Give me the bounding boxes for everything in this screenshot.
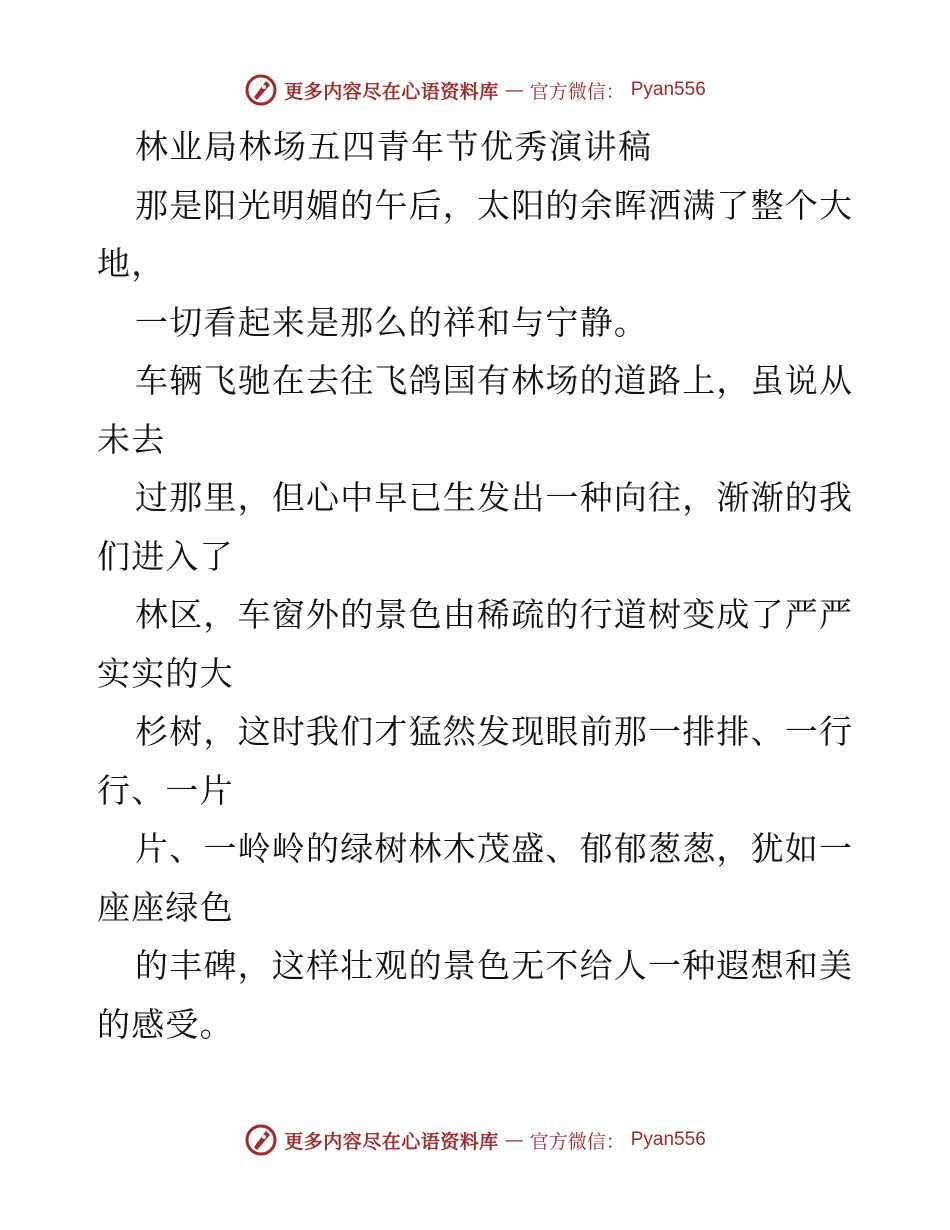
paragraph-line: 片、一岭岭的绿树林木茂盛、郁郁葱葱，犹如一 xyxy=(135,829,854,868)
document-title: 林业局林场五四青年节优秀演讲稿 xyxy=(135,127,653,166)
watermark-separator: — xyxy=(504,1129,524,1151)
paragraph-line: 座座绿色 xyxy=(97,887,234,927)
pen-nib-circle-icon xyxy=(244,1123,278,1157)
paragraph-line: 们进入了 xyxy=(97,536,234,576)
paragraph-line: 那是阳光明媚的午后，太阳的余晖洒满了整个大 xyxy=(135,185,854,225)
paragraph-line: 车辆飞驰在去往飞鸽国有林场的道路上，虽说从 xyxy=(135,361,854,400)
paragraph-line: 过那里，但心中早已生发出一种向往，渐渐的我 xyxy=(135,478,854,517)
paragraph-line: 一切看起来是那么的祥和与宁静。 xyxy=(135,302,648,342)
watermark-separator: — xyxy=(504,79,524,101)
paragraph-line: 林区，车窗外的景色由稀疏的行道树变成了严严 xyxy=(135,595,854,634)
paragraph-line: 地， xyxy=(97,244,166,283)
paragraph-line: 未去 xyxy=(97,419,166,459)
document-body xyxy=(97,118,857,1054)
watermark-wechat-id: Pyan556 xyxy=(630,1129,706,1150)
paragraph-line: 的感受。 xyxy=(97,1004,234,1044)
watermark-wechat-id: Pyan556 xyxy=(630,79,706,100)
paragraph-line: 杉树，这时我们才猛然发现眼前那一排排、一行 xyxy=(135,712,854,751)
pen-nib-circle-icon xyxy=(244,73,278,107)
paragraph-line: 的丰碑，这样壮观的景色无不给人一种遐想和美 xyxy=(135,946,854,985)
watermark-text: 更多内容尽在心语资料库 xyxy=(284,80,499,103)
paragraph-line: 实实的大 xyxy=(97,653,234,693)
watermark-wechat-label: 官方微信： xyxy=(529,1130,625,1153)
header-watermark xyxy=(0,70,950,110)
paragraph-line: 行、一片 xyxy=(97,770,234,810)
watermark-wechat-label: 官方微信： xyxy=(529,80,625,103)
footer-watermark xyxy=(0,1120,950,1160)
watermark-text: 更多内容尽在心语资料库 xyxy=(284,1130,499,1153)
